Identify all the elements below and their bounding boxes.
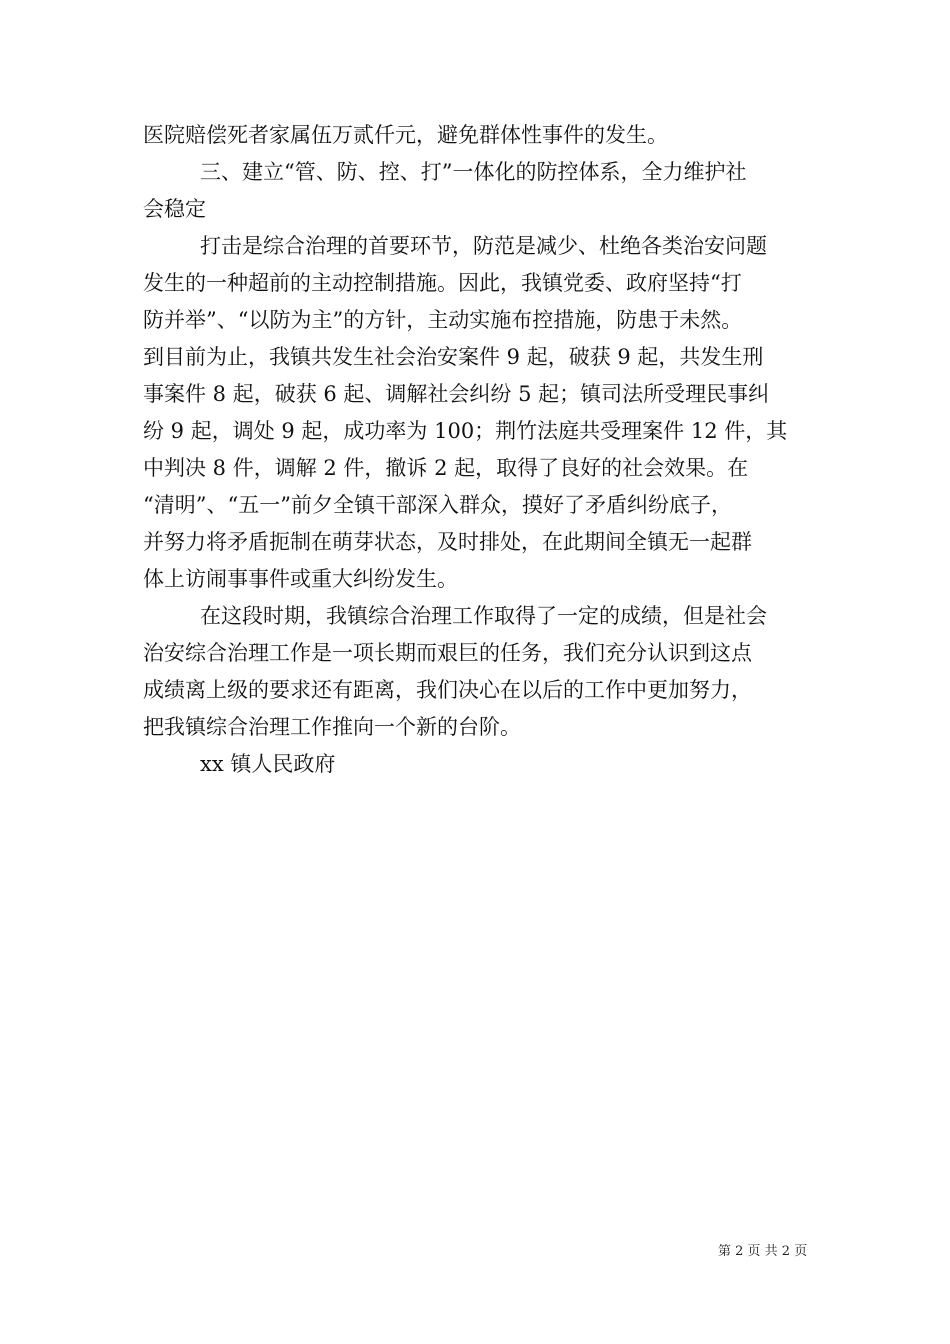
text-line: 打击是综合治理的首要环节，防范是减少、杜绝各类治安问题 <box>200 234 767 258</box>
text-line: 三、建立“管、防、控、打”一体化的防控体系，全力维护社 <box>200 160 747 184</box>
text-line: 发生的一种超前的主动控制措施。因此，我镇党委、政府坚持“打 <box>143 271 742 295</box>
text-line: 事案件 8 起，破获 6 起、调解社会纠纷 5 起；镇司法所受理民事纠 <box>143 382 770 406</box>
text-line: 会稳定 <box>143 197 206 221</box>
text-line: 成绩离上级的要求还有距离，我们决心在以后的工作中更加努力， <box>143 678 752 702</box>
text-line: 体上访闹事事件或重大纠纷发生。 <box>143 567 458 591</box>
text-line: 纷 9 起，调处 9 起，成功率为 100；荆竹法庭共受理案件 12 件，其 <box>143 419 788 443</box>
text-line: 在这段时期，我镇综合治理工作取得了一定的成绩，但是社会 <box>200 604 767 628</box>
document-body <box>143 117 823 783</box>
text-line: 中判决 8 件，调解 2 件，撤诉 2 起，取得了良好的社会效果。在 <box>143 456 749 480</box>
text-line: 并努力将矛盾扼制在萌芽状态，及时排处，在此期间全镇无一起群 <box>143 530 752 554</box>
text-line: 到目前为止，我镇共发生社会治安案件 9 起，破获 9 起，共发生刑 <box>143 345 764 369</box>
text-line: 医院赔偿死者家属伍万贰仟元，避免群体性事件的发生。 <box>143 123 668 147</box>
text-line: “清明”、“五一”前夕全镇干部深入群众，摸好了矛盾纠纷底子， <box>143 493 732 517</box>
text-line: 治安综合治理工作是一项长期而艰巨的任务，我们充分认识到这点 <box>143 641 752 665</box>
text-line: 防并举”、“以防为主”的方针，主动实施布控措施，防患于未然。 <box>143 308 743 332</box>
text-line: 把我镇综合治理工作推向一个新的台阶。 <box>143 715 521 739</box>
page-number-footer: 第 2 页 共 2 页 <box>718 1244 808 1259</box>
text-line: xx 镇人民政府 <box>200 752 336 776</box>
